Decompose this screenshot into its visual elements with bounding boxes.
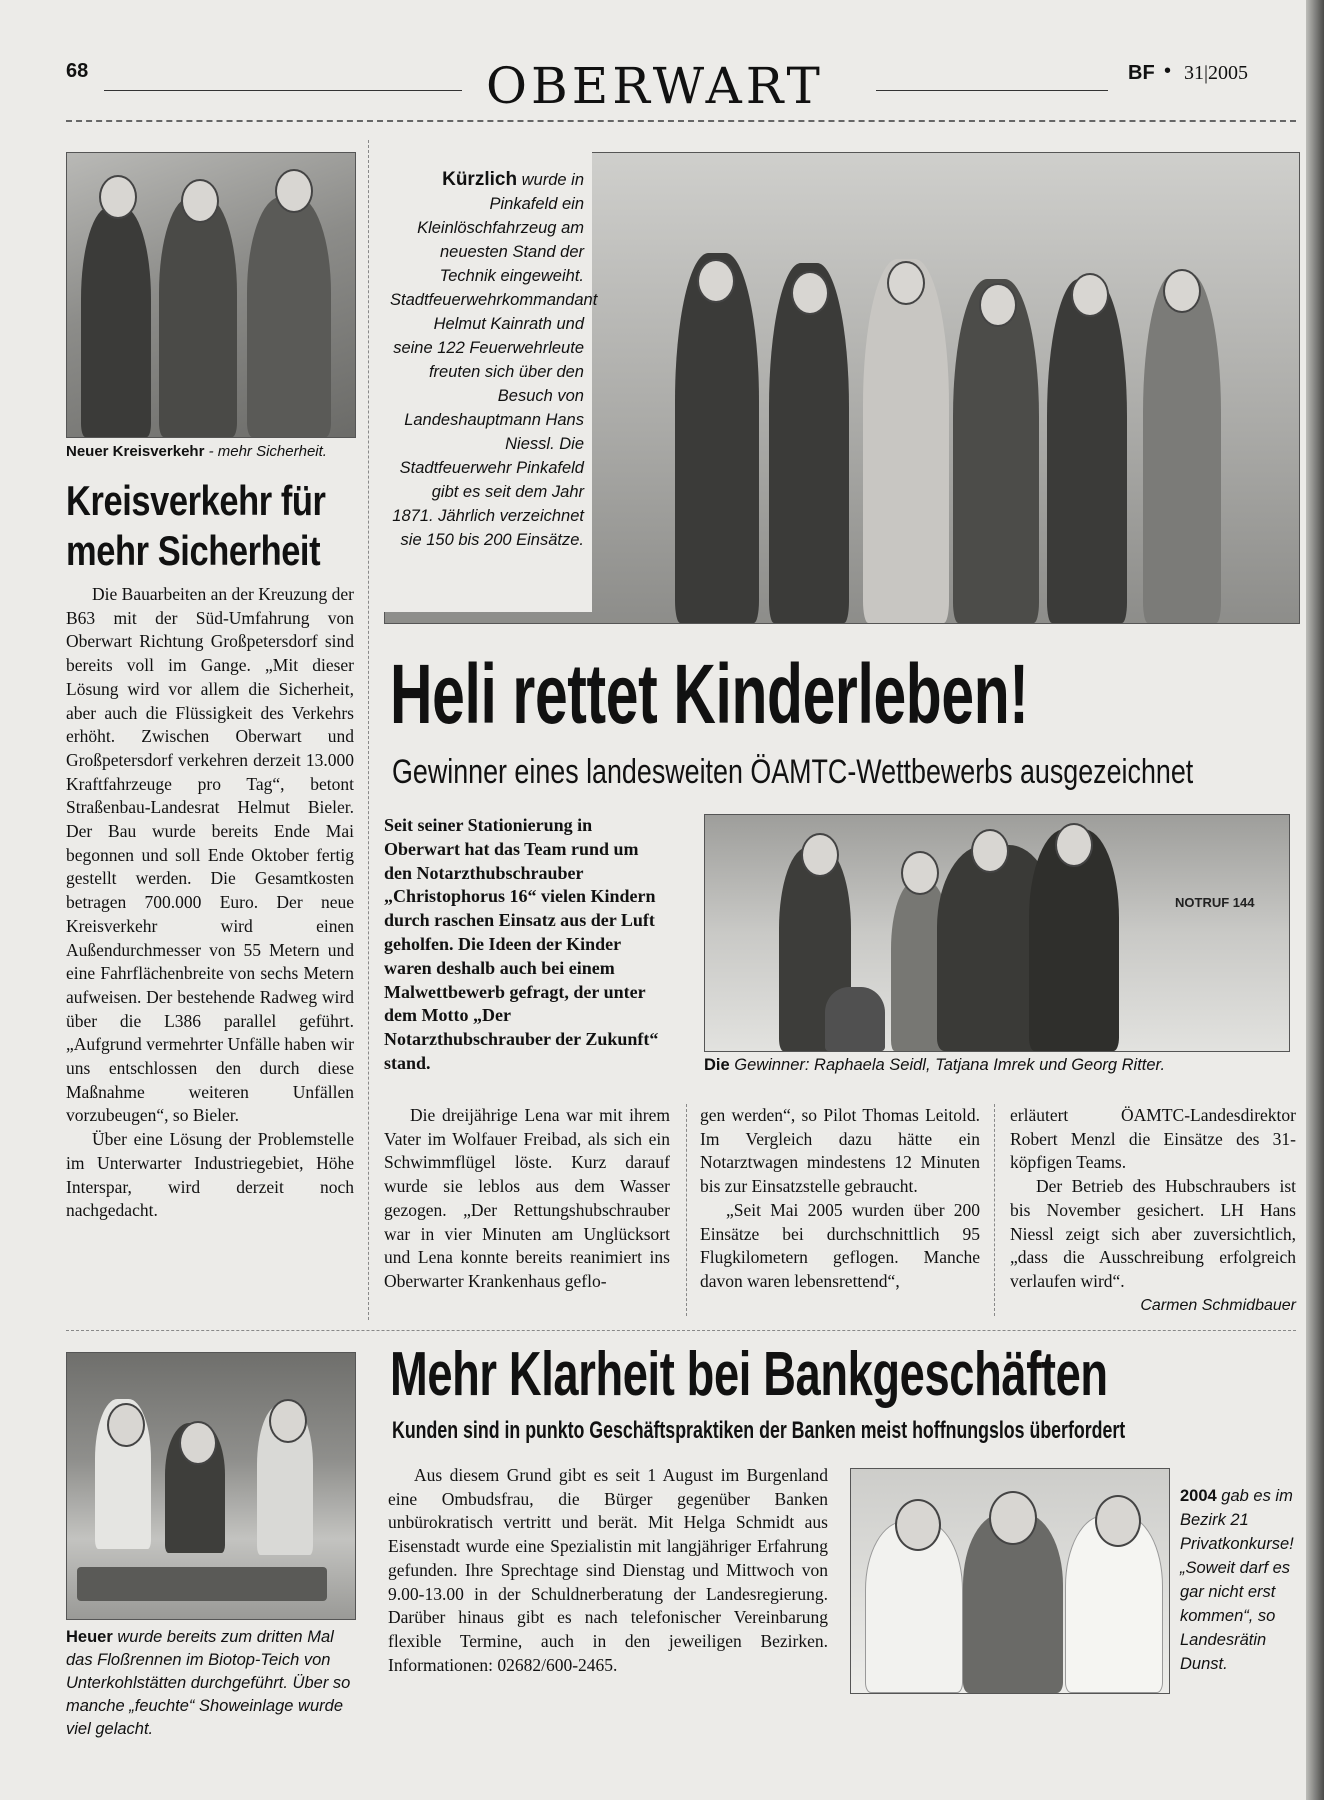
bank-side-lead: 2004: [1180, 1487, 1217, 1505]
publication-name: BF: [1128, 62, 1155, 84]
heli-col-divider-1: [686, 1104, 687, 1316]
floss-caption-lead: Heuer: [66, 1628, 113, 1646]
section-title: OBERWART: [486, 57, 824, 115]
header-rule-left: [104, 90, 462, 91]
heli-author: Carmen Schmidbauer: [1140, 1296, 1296, 1314]
floss-photo: [66, 1352, 356, 1620]
bank-article: [388, 1464, 828, 1677]
bank-headline: Mehr Klarheit bei Bankgeschäften: [390, 1340, 1108, 1409]
heli-subhead: Gewinner eines landesweiten ÖAMTC-Wettbewerbs ausgezeichnet: [392, 753, 1194, 791]
heli-col-3b: Der Betrieb des Hubschraubers ist bis November gesichert. LH Hans Niessl zeigt sich aber zuversichtlich, „dass die Ausschreibung erfolgreich verlaufen wird“.: [1010, 1176, 1296, 1291]
heli-photo: [704, 814, 1290, 1052]
bank-photo: [850, 1468, 1170, 1694]
heli-intro-wrap: [384, 814, 670, 1076]
kreisverkehr-body-1: Die Bauarbeiten an der Kreuzung der B63 mit der Süd-Umfahrung von Oberwart Richtung Großpetersdorf sind bereits voll im Gange. „Mit dieser Lösung wird vor allem die Sicherheit, aber auch die Flüssigkeit des Verkehrs erhöht. Zwischen Oberwart und Großpetersdorf verkehren derzeit 13.000 Kraftfahrzeuge pro Tag“, betont Straßenbau-Landesrat Helmut Bieler. Der Bau wurde bereits Ende Mai begonnen und soll Ende Oktober fertig gestellt werden. Die Gesamtkosten betragen 700.000 Euro. Der neue Kreisverkehr wird einen Außendurchmesser von 55 Metern und eine Fahrflächenbreite von sechs Metern aufweisen. Der bestehende Radweg wird über die L386 parallel geführt. „Aufgrund vermehrter Unfälle haben wir uns entschlossen den durch diese Maßnahme weiteren Unfällen vorzubeugen“, so Bieler.: [66, 584, 354, 1126]
heli-col-3: [1010, 1104, 1296, 1317]
heli-col-1: [384, 1104, 670, 1294]
caption-lead: Neuer Kreisverkehr: [66, 443, 205, 460]
bank-side-caption: [1180, 1484, 1296, 1676]
feuerwehr-caption-lead: Kürzlich: [442, 169, 518, 190]
floss-caption-text: wurde bereits zum dritten Mal das Floßrennen im Biotop-Teich von Unterkohlstätten durchgeführt. Über so manche „feuchte“ Showeinlage wurde viel gelacht.: [66, 1628, 351, 1738]
heli-col-3a: erläutert ÖAMTC-Landesdirektor Robert Menzl die Einsätze des 31-köpfigen Teams.: [1010, 1105, 1296, 1173]
bank-side-text: gab es im Bezirk 21 Privatkonkurse! „Soweit darf es gar nicht erst kommen“, so Landesrätin Dunst.: [1180, 1487, 1294, 1673]
heli-col-2a: gen werden“, so Pilot Thomas Leitold. Im Vergleich dazu hätte ein Notarztwagen mindestens 12 Minuten bis zur Einsatzstelle gebraucht.: [700, 1105, 980, 1197]
heli-col-1-text: Die dreijährige Lena war mit ihrem Vater im Wolfauer Freibad, als sich ein Schwimmflügel löste. Kurz darauf wurde sie leblos aus dem Wasser gezogen. „Der Rettungshubschrauber war in vier Minuten am Unglücksort und Lena konnte bereits reanimiert ins Oberwarter Krankenhaus geflo-: [384, 1105, 670, 1291]
heli-col-2: [700, 1104, 980, 1294]
issue-number: 31|2005: [1184, 62, 1249, 84]
kreisverkehr-body-2: Über eine Lösung der Problemstelle im Unterwarter Industriegebiet, Höhe Interspar, wird derzeit noch nachgedacht.: [66, 1129, 354, 1221]
heli-caption: [704, 1054, 1294, 1077]
header-rule-right: [876, 90, 1108, 91]
kreisverkehr-article: [66, 583, 354, 1223]
page-edge: [1306, 0, 1324, 1800]
feuerwehr-caption-text: wurde in Pinkafeld ein Kleinlöschfahrzeug am neuesten Stand der Technik eingeweiht. Stadtfeuerwehrkommandant Helmut Kainrath und seine 122 Feuerwehrleute freuten sich über den Besuch von Landeshauptmann Hans Niessl. Die Stadtfeuerwehr Pinkafeld gibt es seit dem Jahr 1871. Jährlich verzeichnet sie 150 bis 200 Einsätze.: [390, 171, 598, 549]
issue-bullet: •: [1164, 60, 1172, 82]
kreisverkehr-caption: [66, 440, 366, 463]
page-number: 68: [66, 60, 89, 82]
feuerwehr-caption: [384, 152, 598, 552]
heli-caption-text: Gewinner: Raphaela Seidl, Tatjana Imrek und Georg Ritter.: [729, 1056, 1166, 1074]
heli-col-2b: „Seit Mai 2005 wurden über 200 Einsätze bei durchschnittlich 95 Flugkilometern geflogen. Manche davon waren lebensrettend“,: [700, 1199, 980, 1291]
heli-col-divider-2: [994, 1104, 995, 1316]
kreisverkehr-headline: Kreisverkehr für mehr Sicherheit: [66, 477, 326, 574]
kreisverkehr-photo: [66, 152, 356, 438]
heli-caption-lead: Die: [704, 1056, 730, 1074]
heli-headline: Heli rettet Kinderleben!: [390, 647, 1029, 741]
bank-body: Aus diesem Grund gibt es seit 1 August im Burgenland eine Ombudsfrau, die Bürger gegenüber Banken unbürokratisch vertritt und berät. Mit Helga Schmidt aus Eisenstadt wurde eine Spezialistin mit langjähriger Erfahrung gefunden. Ihre Sprechtage sind Dienstag und Mittwoch von 9.00-13.00 in der Schuldnerberatung der Landesregierung. Darüber hinaus gibt es nach telefonischer Vereinbarung flexible Termine, auch in den jeweiligen Bezirken. Informationen: 02682/600-2465.: [388, 1465, 828, 1675]
heli-notruf-label: NOTRUF 144: [1175, 895, 1255, 910]
heli-intro: Seit seiner Stationierung in Oberwart hat das Team rund um den Notarzthubschrauber „Christophorus 16“ vielen Kindern durch raschen Einsatz aus der Luft geholfen. Die Ideen der Kinder waren deshalb auch bei einem Malwettbewerb gefragt, der unter dem Motto „Der Notarzthubschrauber der Zukunft“ stand.: [384, 815, 659, 1073]
bank-subhead: Kunden sind in punkto Geschäftspraktiken der Banken meist hoffnungslos überfordert: [392, 1417, 1126, 1444]
caption-text: - mehr Sicherheit.: [204, 443, 327, 460]
left-column-divider: [368, 140, 369, 1320]
mid-divider: [66, 1330, 1296, 1331]
floss-caption: [66, 1626, 354, 1741]
header-divider: [66, 120, 1296, 122]
feuerwehr-caption-box: [384, 152, 598, 612]
